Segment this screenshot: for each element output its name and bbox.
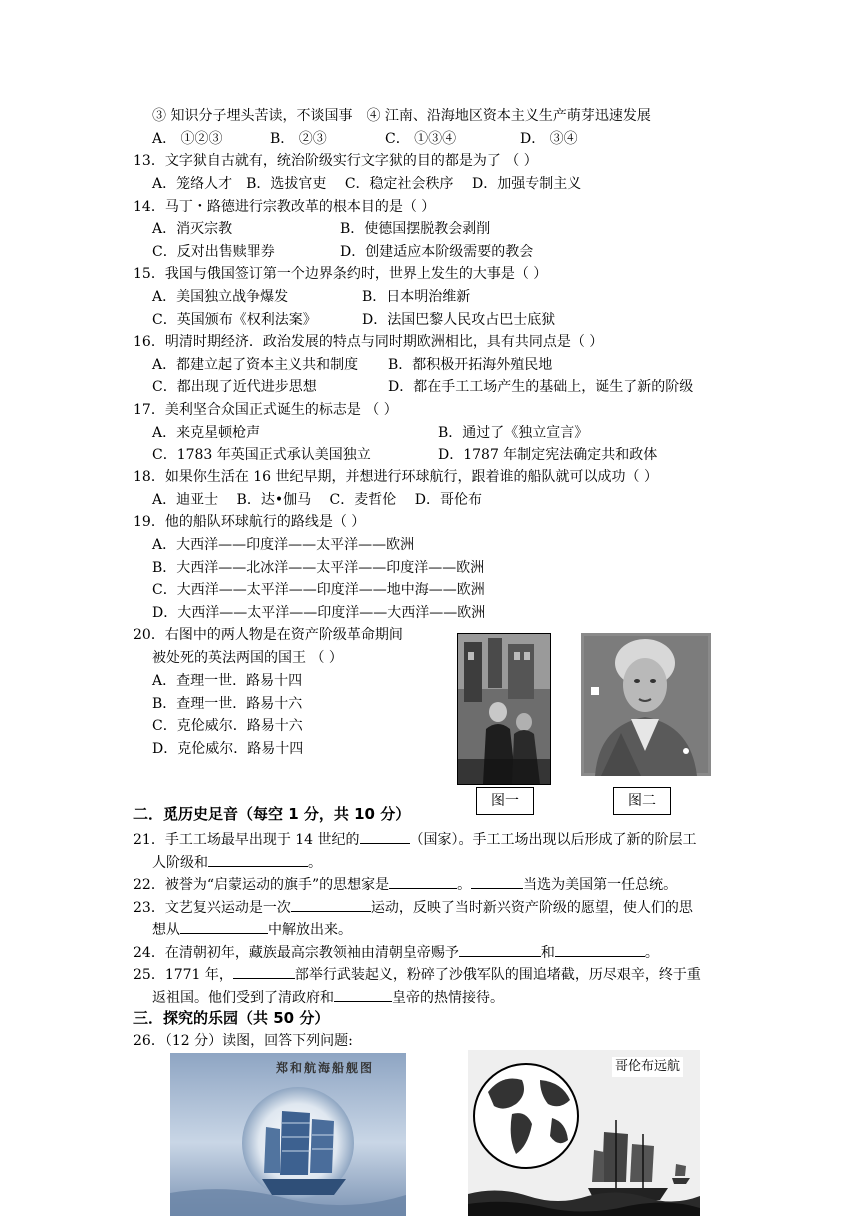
q21-text-2: （国家）。手工工场出现以后形成了新的阶层工 [409, 832, 697, 848]
zheng-he-fleet-image [170, 1053, 406, 1216]
q20-stem-line1: 20．右图中的两人物是在资产阶级革命期间 [133, 627, 403, 643]
q24-line [133, 942, 659, 963]
q21-blank-2[interactable] [208, 852, 308, 867]
q24-text-1: 24．在清朝初年，藏族最高宗教领袖由清朝皇帝赐予 [133, 945, 459, 961]
q23-text-1: 23．文艺复兴运动是一次 [133, 900, 291, 916]
figure-1-charles-image [457, 633, 551, 785]
q21-line2 [152, 852, 322, 873]
q15-option-d: D．法国巴黎人民攻占巴士底狱 [362, 312, 556, 328]
q16-stem: 16．明清时期经济．政治发展的特点与同时期欧洲相比，具有共同点是（ ） [133, 334, 604, 350]
section-3-heading: 三．探究的乐园（共 50 分） [133, 1009, 330, 1027]
q21-text-3: 人阶级和 [152, 855, 208, 871]
q14-option-a: A．消灭宗教 [152, 221, 233, 237]
q12-option-c: C． ①③④ [385, 131, 457, 147]
figure-2-louis-portrait [581, 633, 711, 776]
q25-text-3: 返祖国。他们受到了清政府和 [152, 990, 334, 1006]
q22-line [133, 874, 677, 895]
q21-blank-1[interactable] [360, 829, 410, 844]
q15-option-a: A．美国独立战争爆发 [152, 289, 289, 305]
q21-text-1: 21．手工工场最早出现于 14 世纪的 [133, 832, 360, 848]
q24-blank-1[interactable] [459, 942, 541, 957]
q14-option-c: C．反对出售赎罪券 [152, 244, 275, 260]
q18-stem: 18．如果你生活在 16 世纪早期，并想进行环球航行，跟着谁的船队就可以成功（ ） [133, 469, 658, 485]
q12-option-b: B． ②③ [270, 131, 327, 147]
q24-text-2: 和 [540, 945, 555, 961]
q25-text-2: 部举行武装起义，粉碎了沙俄军队的围追堵截，历尽艰辛，终于重 [294, 967, 701, 983]
q23-text-3: 想从 [152, 922, 180, 938]
q16-option-a: A．都建立起了资本主义共和制度 [152, 357, 359, 373]
q20-option-c: C．克伦威尔．路易十六 [152, 718, 303, 734]
q14-option-b: B．使德国摆脱教会剥削 [340, 221, 491, 237]
q23-blank-1[interactable] [291, 897, 371, 912]
q23-blank-2[interactable] [180, 919, 268, 934]
q22-text-3: 当选为美国第一任总统。 [523, 877, 678, 893]
q23-line2 [152, 919, 352, 940]
q16-option-b: B．都积极开拓海外殖民地 [388, 357, 553, 373]
columbus-image-label: 哥伦布远航 [612, 1057, 683, 1077]
q17-option-a: A．来克星顿枪声 [152, 425, 261, 441]
q25-line1 [133, 964, 701, 985]
q15-option-c: C．英国颁布《权利法案》 [152, 312, 317, 328]
q21-text-4: 。 [308, 855, 322, 871]
q17-stem: 17．美利坚合众国正式诞生的标志是 （ ） [133, 402, 398, 418]
q17-option-d: D．1787 年制定宪法确定共和政体 [438, 447, 658, 463]
q20-option-d: D．克伦威尔．路易十四 [152, 741, 304, 757]
q22-text-1: 22．被誉为“启蒙运动的旗手”的思想家是 [133, 877, 390, 893]
q19-option-a: A．大西洋——印度洋——太平洋——欧洲 [152, 537, 415, 553]
q13-stem: 13．文字狱自古就有，统治阶级实行文字狱的目的都是为了 （ ） [133, 153, 538, 169]
q17-option-b: B．通过了《独立宣言》 [438, 425, 589, 441]
figure-1-caption: 图一 [476, 787, 534, 815]
q25-blank-2[interactable] [334, 987, 392, 1002]
q25-text-4: 皇帝的热情接待。 [392, 990, 504, 1006]
q25-text-1: 25．1771 年， [133, 967, 233, 983]
q14-option-d: D．创建适应本阶级需要的教会 [340, 244, 534, 260]
q23-text-4: 中解放出来。 [268, 922, 352, 938]
q16-option-c: C．都出现了近代进步思想 [152, 379, 317, 395]
q23-text-2: 运动，反映了当时新兴资产阶级的愿望，使人们的思 [370, 900, 693, 916]
q18-options: A．迪亚士 B．达•伽马 C．麦哲伦 D．哥伦布 [152, 492, 482, 508]
zheng-he-image-label: 郑和航海船舰图 [276, 1061, 375, 1075]
q20-stem-line2: 被处死的英法两国的国王 （ ） [152, 650, 343, 666]
q19-option-d: D．大西洋——太平洋——印度洋——大西洋——欧洲 [152, 605, 486, 621]
q22-blank-1[interactable] [389, 874, 457, 889]
q15-stem: 15．我国与俄国签订第一个边界条约时，世界上发生的大事是（ ） [133, 266, 548, 282]
q19-option-c: C．大西洋——太平洋——印度洋——地中海——欧洲 [152, 582, 485, 598]
q22-blank-2[interactable] [471, 874, 523, 889]
q12-items: ③ 知识分子埋头苦读，不谈国事 ④ 江南、沿海地区资本主义生产萌芽迅速发展 [152, 108, 651, 124]
q24-text-3: 。 [644, 945, 659, 961]
q23-line1 [133, 897, 693, 918]
q26-stem: 26．（12 分）读图，回答下列问题: [133, 1033, 353, 1049]
q17-option-c: C．1783 年英国正式承认美国独立 [152, 447, 371, 463]
q25-line2 [152, 987, 504, 1008]
q20-option-a: A．查理一世．路易十四 [152, 673, 303, 689]
q13-options: A．笼络人才 B．选拔官吏 C．稳定社会秩序 D．加强专制主义 [152, 176, 582, 192]
q25-blank-1[interactable] [233, 964, 295, 979]
q19-stem: 19．他的船队环球航行的路线是（ ） [133, 514, 366, 530]
q15-option-b: B．日本明治维新 [362, 289, 471, 305]
q24-blank-2[interactable] [555, 942, 645, 957]
q12-option-d: D． ③④ [520, 131, 578, 147]
q16-option-d: D．都在手工工场产生的基础上，诞生了新的阶级 [388, 379, 694, 395]
section-2-heading: 二．觅历史足音（每空 1 分，共 10 分） [133, 805, 411, 823]
figure-2-caption: 图二 [613, 787, 671, 815]
q21-line1 [133, 829, 697, 850]
q12-option-a: A． ①②③ [152, 131, 223, 147]
q20-option-b: B．查理一世．路易十六 [152, 696, 303, 712]
q19-option-b: B．大西洋——北冰洋——太平洋——印度洋——欧洲 [152, 560, 485, 576]
q22-text-2: 。 [457, 877, 472, 893]
q14-stem: 14．马丁・路德进行宗教改革的根本目的是（ ） [133, 199, 436, 215]
